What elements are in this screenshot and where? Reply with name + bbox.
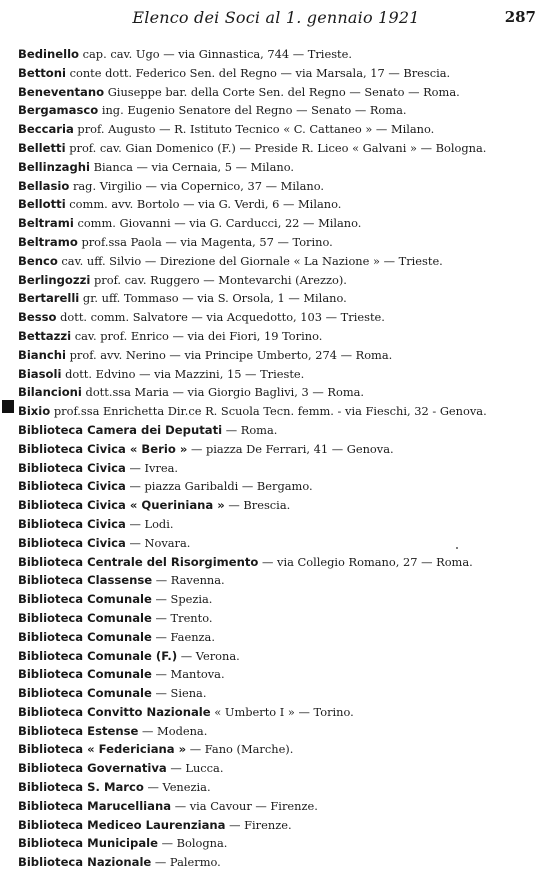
- entry-name: Berlingozzi: [18, 272, 91, 287]
- entry-name: Biblioteca Nazionale: [18, 855, 152, 870]
- list-item: [18, 327, 543, 346]
- entry-name: Biblioteca Civica: [18, 460, 126, 475]
- entry-name: Biblioteca Civica: [18, 479, 126, 494]
- entry-detail: — piazza De Ferrari, 41 — Genova.: [190, 441, 394, 456]
- entry-detail: — Lodi.: [129, 516, 174, 531]
- entry-name: Bertarelli: [18, 291, 80, 306]
- entry-detail: prof. cav. Ruggero — Montevarchi (Arezzo).: [93, 272, 347, 287]
- entry-detail: — Bologna.: [161, 836, 228, 851]
- entry-detail: — Spezia.: [155, 592, 213, 607]
- entry-detail: — Novara.: [129, 535, 191, 550]
- list-item: [18, 459, 543, 478]
- entry-detail: — Faenza.: [155, 629, 215, 644]
- entry-detail: cap. cav. Ugo — via Ginnastica, 744 — Trieste.: [82, 47, 352, 61]
- entry-detail: — Siena.: [155, 686, 207, 701]
- entry-name: Beltramo: [18, 234, 78, 249]
- entry-detail: gr. uff. Tommaso — via S. Orsola, 1 — Milano.: [82, 291, 347, 306]
- list-item: [18, 665, 543, 684]
- entry-name: Biblioteca « Federiciana »: [18, 742, 187, 757]
- entry-name: Biblioteca Civica: [18, 535, 126, 550]
- list-item: [18, 402, 543, 421]
- entry-detail: Giuseppe bar. della Corte Sen. del Regno — Senato — Roma.: [107, 84, 460, 99]
- entry-name: Bedinello: [18, 47, 80, 61]
- list-item: [18, 759, 543, 778]
- page-number: 287: [504, 8, 536, 26]
- entry-detail: cav. prof. Enrico — via dei Fiori, 19 Torino.: [74, 328, 323, 343]
- entry-name: Biblioteca Comunale (F.): [18, 648, 178, 663]
- entry-detail: prof.ssa Enrichetta Dir.ce R. Scuola Tecn. femm. - via Fieschi, 32 - Genova.: [53, 404, 487, 419]
- entry-name: Belletti: [18, 140, 66, 155]
- list-item: [18, 365, 543, 384]
- entry-name: Biblioteca Comunale: [18, 592, 152, 607]
- entry-detail: — Lucca.: [170, 761, 224, 776]
- margin-mark: [2, 400, 14, 413]
- entry-detail: Bianca — via Cernaia, 5 — Milano.: [93, 159, 294, 174]
- entry-name: Biblioteca Marucelliana: [18, 798, 172, 813]
- entry-detail: prof.ssa Paola — via Magenta, 57 — Torino.: [81, 234, 333, 249]
- list-item: [18, 590, 543, 609]
- entry-name: Biblioteca Municipale: [18, 836, 158, 851]
- list-item: [18, 853, 543, 872]
- list-item: [18, 233, 543, 252]
- entry-detail: — Modena.: [142, 723, 208, 738]
- list-item: [18, 289, 543, 308]
- list-item: [18, 158, 543, 177]
- entry-name: Benco: [18, 253, 58, 268]
- entry-name: Biblioteca Mediceo Laurenziana: [18, 817, 226, 832]
- list-item: [18, 609, 543, 628]
- entry-name: Biasoli: [18, 366, 62, 381]
- list-item: [18, 421, 543, 440]
- entry-name: Biblioteca Comunale: [18, 667, 152, 682]
- entry-name: Bettazzi: [18, 328, 72, 343]
- list-item: [18, 797, 543, 816]
- entry-name: Bilancioni: [18, 385, 82, 400]
- entry-name: Biblioteca Convitto Nazionale: [18, 704, 211, 719]
- list-item: [18, 271, 543, 290]
- entry-detail: dott.ssa Maria — via Giorgio Baglivi, 3 — Roma.: [85, 385, 365, 400]
- entry-detail: — Ravenna.: [155, 573, 225, 588]
- entry-detail: — Ivrea.: [129, 460, 179, 475]
- entry-name: Biblioteca Estense: [18, 723, 139, 738]
- entry-name: Biblioteca Comunale: [18, 686, 152, 701]
- list-item: [18, 553, 543, 572]
- entry-detail: rag. Virgilio — via Copernico, 37 — Milano.: [72, 178, 325, 193]
- entry-detail: prof. cav. Gian Domenico (F.) — Preside R. Liceo « Galvani » — Bologna.: [69, 140, 487, 155]
- entry-detail: comm. avv. Bortolo — via G. Verdi, 6 — Milano.: [69, 197, 342, 212]
- entry-name: Biblioteca Camera dei Deputati: [18, 422, 223, 437]
- entry-detail: — Brescia.: [228, 498, 291, 513]
- entry-name: Bixio: [18, 404, 51, 419]
- entry-name: Bellinzaghi: [18, 159, 90, 174]
- list-item: [18, 83, 543, 102]
- entry-detail: — Palermo.: [154, 855, 221, 870]
- list-item: [18, 778, 543, 797]
- list-item: [18, 534, 543, 553]
- list-item: [18, 628, 543, 647]
- entry-name: Biblioteca Classense: [18, 573, 153, 588]
- list-item: [18, 383, 543, 402]
- entry-detail: comm. Giovanni — via G. Carducci, 22 — Milano.: [77, 216, 362, 231]
- list-item: [18, 252, 543, 271]
- page-title: Elenco dei Soci al 1. gennaio 1921: [132, 8, 420, 27]
- entry-detail: — Roma.: [225, 422, 278, 437]
- entry-detail: — Firenze.: [229, 817, 292, 832]
- list-item: [18, 308, 543, 327]
- entry-name: Biblioteca S. Marco: [18, 780, 144, 795]
- list-item: [18, 647, 543, 666]
- list-item: [18, 346, 543, 365]
- entry-detail: — Venezia.: [147, 780, 211, 795]
- list-item: [18, 477, 543, 496]
- entry-detail: cav. uff. Silvio — Direzione del Giornale « La Nazione » — Trieste.: [61, 253, 443, 268]
- entry-name: Biblioteca Civica « Queriniana »: [18, 498, 225, 513]
- entry-detail: dott. Edvino — via Mazzini, 15 — Trieste.: [65, 366, 305, 381]
- entry-detail: prof. avv. Nerino — via Principe Umberto, 274 — Roma.: [69, 347, 393, 362]
- list-item: [18, 571, 543, 590]
- entry-name: Biblioteca Comunale: [18, 629, 152, 644]
- entry-name: Bergamasco: [18, 103, 99, 118]
- entry-detail: — via Cavour — Firenze.: [174, 798, 318, 813]
- list-item: [18, 515, 543, 534]
- list-item: [18, 834, 543, 853]
- member-list: [18, 45, 543, 872]
- entry-name: Bellotti: [18, 197, 66, 212]
- list-item: [18, 684, 543, 703]
- entry-detail: dott. comm. Salvatore — via Acquedotto, 103 — Trieste.: [60, 310, 385, 325]
- entry-name: Beccaria: [18, 122, 74, 137]
- entry-detail: — piazza Garibaldi — Bergamo.: [129, 479, 313, 494]
- list-item: [18, 64, 543, 83]
- list-item: [18, 440, 543, 459]
- entry-name: Bianchi: [18, 347, 66, 362]
- list-item: [18, 45, 543, 64]
- list-item: [18, 214, 543, 233]
- list-item: [18, 722, 543, 741]
- entry-name: Bettoni: [18, 65, 66, 80]
- entry-name: Besso: [18, 310, 57, 325]
- entry-detail: — via Collegio Romano, 27 — Roma.: [262, 554, 473, 569]
- entry-name: Bellasio: [18, 178, 70, 193]
- entry-detail: — Trento.: [155, 610, 213, 625]
- entry-name: Biblioteca Governativa: [18, 761, 167, 776]
- entry-detail: — Fano (Marche).: [189, 742, 294, 757]
- entry-detail: prof. Augusto — R. Istituto Tecnico « C. Cattaneo » — Milano.: [77, 122, 435, 137]
- list-item: [18, 740, 543, 759]
- entry-name: Beneventano: [18, 84, 105, 99]
- list-item: [18, 703, 543, 722]
- entry-name: Beltrami: [18, 216, 74, 231]
- entry-detail: ing. Eugenio Senatore del Regno — Senato — Roma.: [101, 103, 407, 118]
- list-item: [18, 101, 543, 120]
- entry-detail: conte dott. Federico Sen. del Regno — via Marsala, 17 — Brescia.: [69, 65, 451, 80]
- list-item: [18, 496, 543, 515]
- entry-detail: — Verona.: [180, 648, 240, 663]
- list-item: [18, 139, 543, 158]
- list-item: [18, 120, 543, 139]
- entry-name: Biblioteca Civica « Berio »: [18, 441, 188, 456]
- list-item: [18, 195, 543, 214]
- entry-name: Biblioteca Comunale: [18, 610, 152, 625]
- entry-name: Biblioteca Centrale del Risorgimento: [18, 554, 259, 569]
- entry-detail: « Umberto I » — Torino.: [214, 704, 354, 719]
- entry-name: Biblioteca Civica: [18, 516, 126, 531]
- entry-detail: — Mantova.: [155, 667, 225, 682]
- page-header: [16, 8, 536, 30]
- list-item: [18, 177, 543, 196]
